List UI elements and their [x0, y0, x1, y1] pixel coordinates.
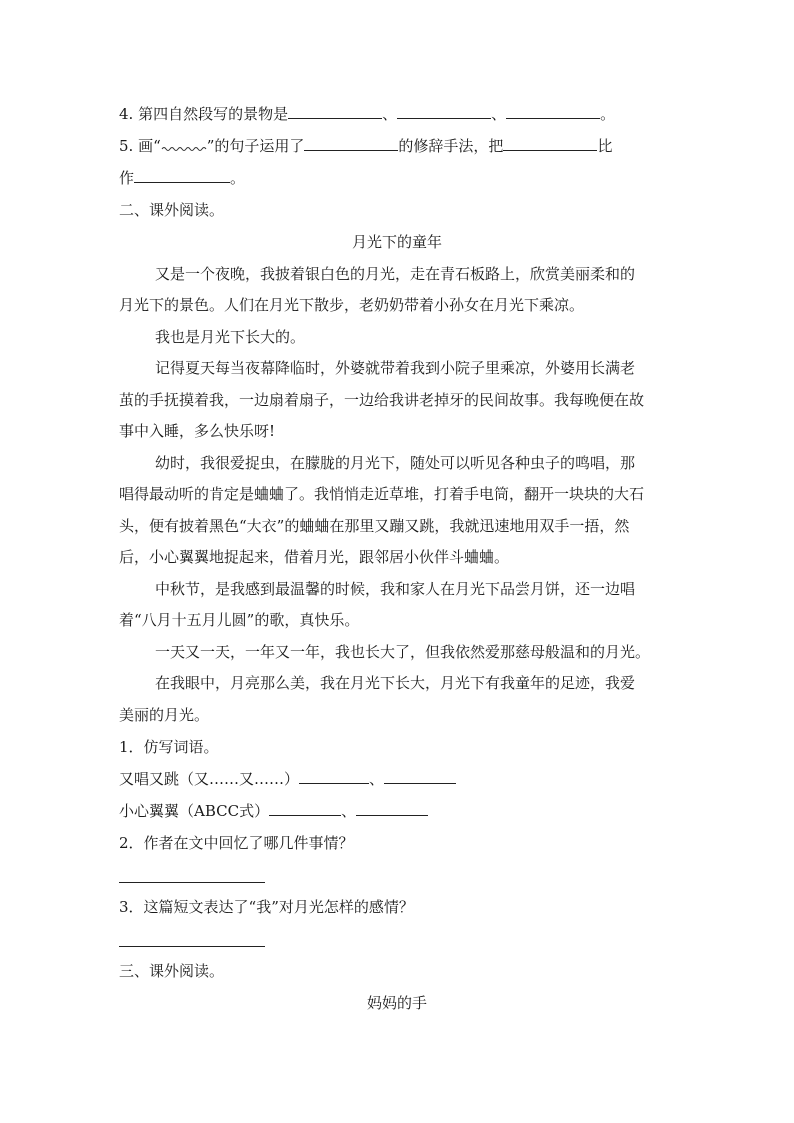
paragraph-line: 记得夏天每当夜幕降临时，外婆就带着我到小院子里乘凉，外婆用长满老: [155, 359, 636, 377]
answer-blank[interactable]: [397, 104, 491, 119]
question-4: 4. 第四自然段写的景物是 、 、 。: [119, 105, 616, 123]
paragraph-line: 美丽的月光。: [119, 706, 210, 724]
answer-blank[interactable]: [288, 104, 382, 119]
question-2-1b: 小心翼翼（ABCC式） 、: [119, 801, 428, 821]
paragraph-line: 又是一个夜晚，我披着银白色的月光，走在青石板路上，欣赏美丽柔和的: [155, 265, 636, 283]
answer-blank[interactable]: [503, 136, 597, 151]
article-title: 妈妈的手: [366, 994, 427, 1012]
answer-blank[interactable]: [299, 769, 369, 784]
section-heading-2: 二、课外阅读。: [119, 201, 225, 219]
article-title: 月光下的童年: [351, 233, 442, 251]
answer-blank[interactable]: [506, 104, 600, 119]
paragraph-line: 头，便有披着黑色“大衣”的蛐蛐在那里又蹦又跳，我就迅速地用双手一捂，然: [119, 517, 630, 535]
question-2-1a: 又唱又跳（又……又……） 、: [119, 769, 456, 789]
answer-line[interactable]: [119, 946, 265, 947]
question-2-2: 2．作者在文中回忆了哪几件事情？: [119, 834, 354, 852]
paragraph-line: 一天又一天，一年又一年，我也长大了，但我依然爱那慈母般温和的月光。: [155, 643, 651, 661]
question-5-cont: 作 。: [119, 169, 246, 187]
paragraph-line: 我也是月光下长大的。: [155, 328, 306, 346]
question-5: 5. 画“ ”的句子运用了 的修辞手法，把 比: [119, 137, 613, 155]
paragraph-line: 事中入睡，多么快乐呀!: [119, 422, 276, 440]
paragraph-line: 唱得最动听的肯定是蛐蛐了。我悄悄走近草堆，打着手电筒，翻开一块块的大石: [119, 485, 645, 503]
paragraph-line: 着“八月十五月儿圆”的歌，真快乐。: [119, 611, 360, 629]
section-heading-3: 三、课外阅读。: [119, 962, 225, 980]
paragraph-line: 后，小心翼翼地捉起来，借着月光，跟邻居小伙伴斗蛐蛐。: [119, 548, 510, 566]
answer-blank[interactable]: [356, 801, 428, 816]
paragraph-line: 在我眼中，月亮那么美，我在月光下长大，月光下有我童年的足迹，我爱: [155, 674, 636, 692]
answer-line[interactable]: [119, 882, 265, 883]
paragraph-line: 幼时，我很爱捉虫，在朦胧的月光下，随处可以听见各种虫子的鸣唱，那: [155, 454, 636, 472]
answer-blank[interactable]: [304, 136, 398, 151]
paragraph-line: 中秋节，是我感到最温馨的时候，我和家人在月光下品尝月饼，还一边唱: [155, 580, 636, 598]
question-2-1: 1．仿写词语。: [119, 738, 219, 756]
paragraph-line: 茧的手抚摸着我，一边扇着扇子，一边给我讲老掉牙的民间故事。我每晚便在故: [119, 391, 645, 409]
wavy-underline-icon: [161, 139, 207, 151]
answer-blank[interactable]: [269, 801, 341, 816]
answer-blank[interactable]: [134, 168, 230, 183]
question-2-3: 3．这篇短文表达了“我”对月光怎样的感情？: [119, 898, 414, 916]
answer-blank[interactable]: [384, 769, 456, 784]
paragraph-line: 月光下的景色。人们在月光下散步，老奶奶带着小孙女在月光下乘凉。: [119, 296, 585, 314]
